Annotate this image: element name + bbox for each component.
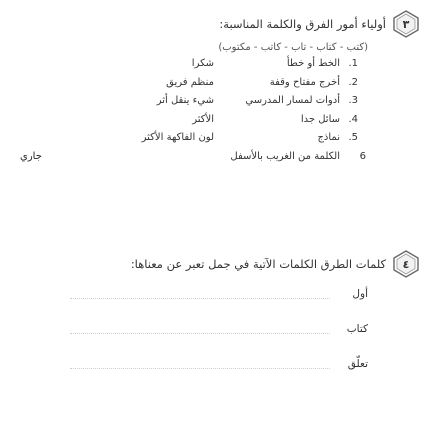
row-text-secondary: شكرا <box>191 58 214 69</box>
row-number: 6 <box>359 150 366 162</box>
word-choices: (كتب - كتاب - تاب - كاتب - مكتوب) <box>218 42 368 53</box>
exercise-row <box>10 112 420 131</box>
question-number-badge <box>392 10 420 38</box>
question-number: ٤ <box>402 257 410 271</box>
answer-word: كتاب <box>346 323 368 335</box>
row-text-secondary: الأكثر <box>192 113 214 125</box>
row-text-secondary: شيء ينقل أثر <box>156 95 214 106</box>
row-number: 3. <box>348 95 358 106</box>
answer-line[interactable] <box>70 298 330 299</box>
row-text-primary: أخرج مفتاح وقفة <box>269 76 340 88</box>
row-text-secondary: منظم فريق <box>166 76 214 88</box>
row-number: 4. <box>348 113 358 125</box>
question-number-badge <box>392 250 420 278</box>
exercise-row <box>10 130 420 149</box>
exercise-row <box>10 75 420 94</box>
question-2-header <box>131 250 420 278</box>
row-text-primary: أدوات لمسار المدرسي <box>245 95 340 106</box>
row-text-primary: سائل جدا <box>300 113 340 125</box>
question-number: ٣ <box>402 17 410 31</box>
row-text-primary: نماذج <box>317 132 340 143</box>
row-number: 2. <box>348 76 358 88</box>
row-text-primary: الخط أو خطأ <box>286 58 340 69</box>
answer-word: أول <box>352 288 368 300</box>
exercise-row <box>10 93 420 112</box>
answer-word: تعلّق <box>347 358 368 370</box>
answer-line[interactable] <box>70 333 330 334</box>
question-text: أولياء أمور الفرق والكلمة المناسبة: <box>219 17 386 31</box>
question-1-header <box>219 10 420 38</box>
question-text: كلمات الطرق الكلمات الآتية في جمل تعبر عن معناها: <box>130 257 386 271</box>
exercise-rows <box>10 56 420 167</box>
row-text-secondary: لون الفاكهة الأكثر <box>141 132 214 143</box>
row-number: 1. <box>348 58 358 69</box>
answer-line[interactable] <box>70 368 330 369</box>
row-number: 5. <box>348 132 358 143</box>
exercise-row <box>10 149 420 168</box>
exercise-row <box>10 56 420 75</box>
row-text-primary: الكلمة من الغريب بالأسفل <box>230 150 340 162</box>
row-text-end: جاري <box>20 150 42 162</box>
